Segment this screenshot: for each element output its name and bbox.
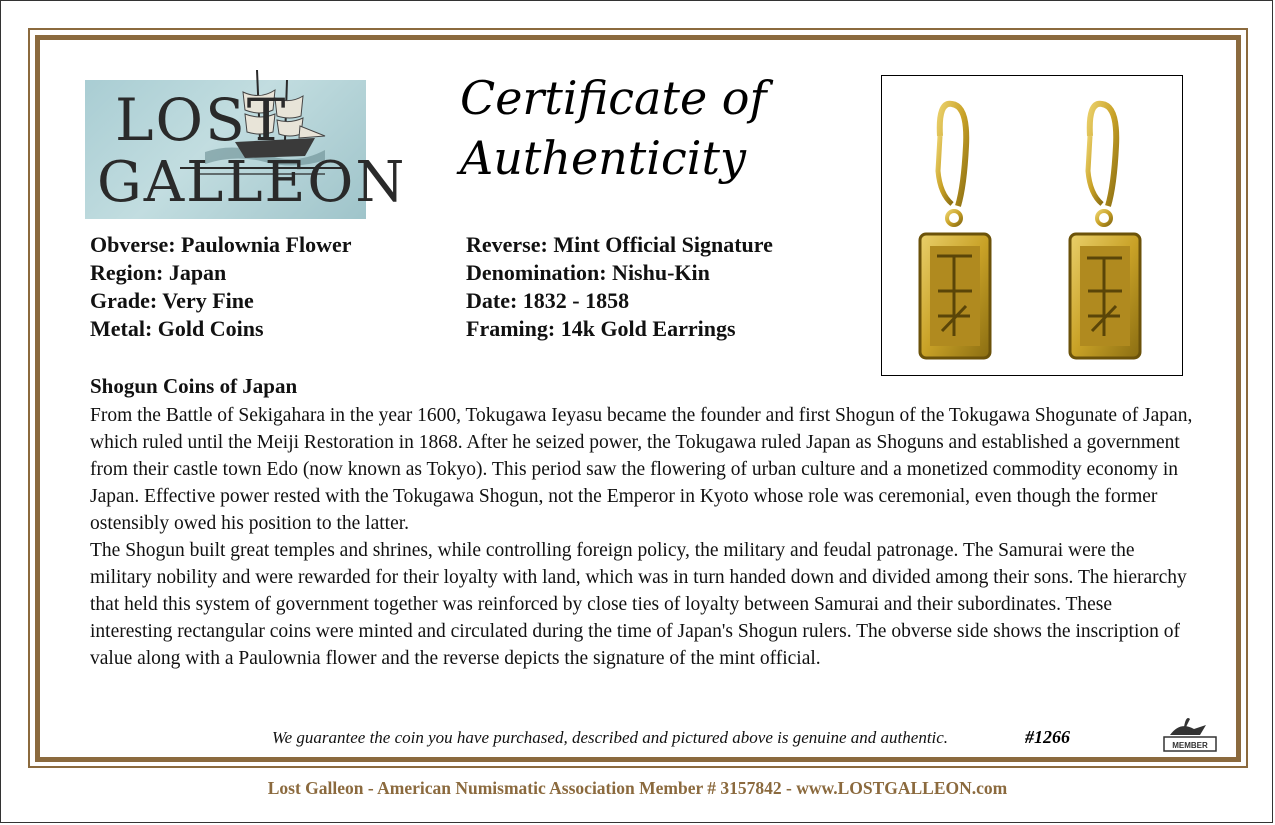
- earrings-photo: [881, 75, 1183, 376]
- spec-metal: Metal: Gold Coins: [90, 316, 264, 341]
- ana-member-badge: [1150, 705, 1222, 755]
- spec-region: Region: Japan: [90, 260, 227, 285]
- guarantee-statement: We guarantee the coin you have purchased, described and pictured above is genuine and authentic.: [272, 728, 949, 747]
- earring-right: [1070, 104, 1140, 358]
- ana-badge-top-text: ANA: [1182, 730, 1198, 737]
- title-line-1: Certificate of: [460, 71, 767, 125]
- section-heading: Shogun Coins of Japan: [90, 374, 298, 398]
- certificate-title: [460, 68, 840, 188]
- spec-grade: Grade: Very Fine: [90, 288, 254, 313]
- logo-text-lost: LOST: [115, 86, 288, 154]
- ana-badge-bottom-text: MEMBER: [1172, 741, 1208, 750]
- spec-reverse: Reverse: Mint Official Signature: [466, 232, 773, 257]
- spec-framing: Framing: 14k Gold Earrings: [466, 316, 736, 341]
- lost-galleon-logo: [85, 80, 407, 219]
- earrings-image: [882, 76, 1181, 374]
- description: [90, 402, 1195, 672]
- spec-obverse: Obverse: Paulownia Flower: [90, 232, 352, 257]
- certificate-number: #1266: [1025, 727, 1070, 747]
- spec-date: Date: 1832 - 1858: [466, 288, 630, 313]
- specs-right: [466, 231, 773, 343]
- earring-left: [920, 104, 990, 358]
- spec-denomination: Denomination: Nishu-Kin: [466, 260, 710, 285]
- footer: Lost Galleon - American Numismatic Association Member # 3157842 - www.LOSTGALLEON.com: [267, 778, 1008, 798]
- specs-left: [90, 231, 352, 343]
- description-paragraph-1: From the Battle of Sekigahara in the year 1600, Tokugawa Ieyasu became the founder and first Shogun of the Tokugawa Shogunate of Japan, which ruled until the Meiji Restoration in 1868. After he seized power, the Tokugawa ruled Japan as Shoguns and established a government from their castle town Edo (now known as Tokyo). This period saw the flowering of urban culture and a monetized commodity economy in Japan. Effective power rested with the Tokugawa Shogun, not the Emperor in Kyoto whose role was ceremonial, even though the former ostensibly owed his position to the latter.: [90, 405, 1193, 534]
- title-line-2: Authenticity: [460, 131, 746, 185]
- ana-lamp-icon: [1150, 705, 1222, 755]
- description-paragraph-2: The Shogun built great temples and shrines, while controlling foreign policy, the military and feudal patronage. The Samurai were the military nobility and were rewarded for their loyalty with land, which was in turn handed down and divided among their sons. The hierarchy that held this system of government together was reinforced by close ties of loyalty between Samurai and their subordinates. These interesting rectangular coins were minted and circulated during the time of Japan's Shogun rulers. The obverse side shows the inscription of value along with a Paulownia flower and the reverse depicts the signature of the mint official.: [90, 540, 1187, 669]
- logo-text-galleon: GALLEON: [97, 150, 407, 215]
